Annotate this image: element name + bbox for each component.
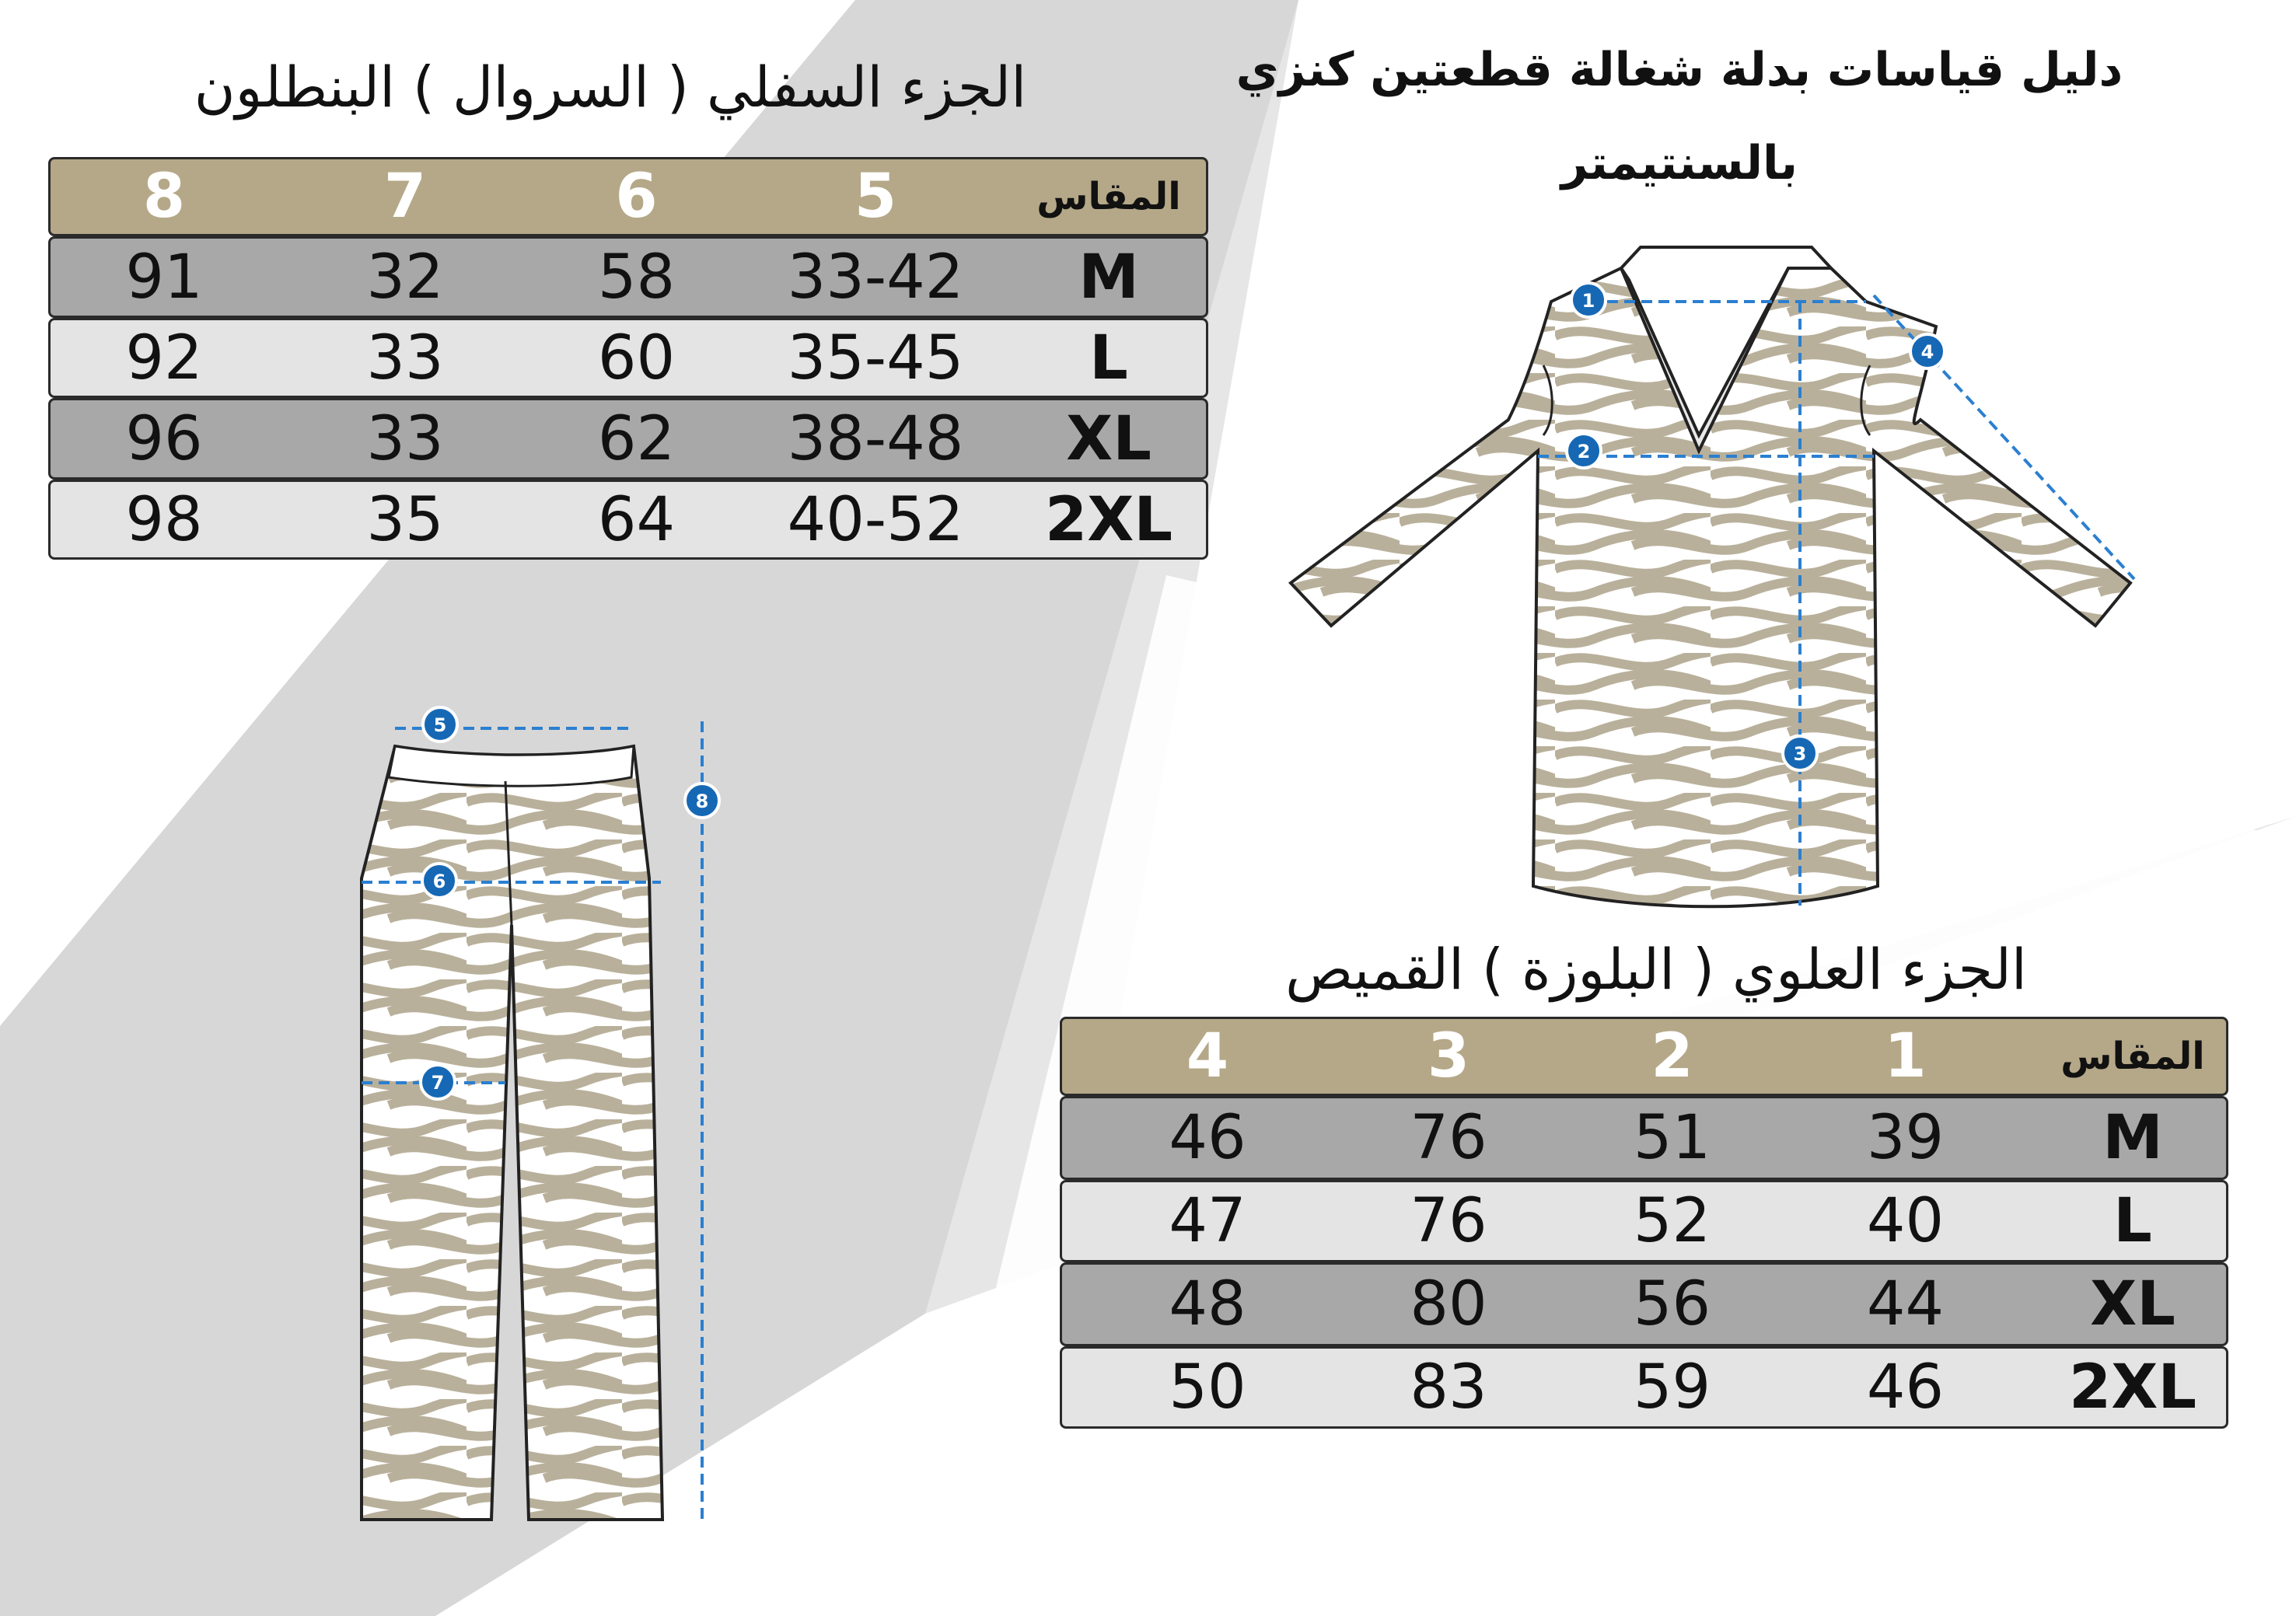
- value-cell: 33: [366, 403, 444, 474]
- column-header: 3: [1427, 1021, 1470, 1091]
- value-cell: 46: [1866, 1352, 1945, 1422]
- value-cell: 35: [366, 484, 444, 555]
- value-cell: 32: [366, 242, 444, 312]
- marker-6-label: 6: [432, 871, 446, 892]
- size-cell: L: [1089, 323, 1128, 393]
- value-cell: 44: [1866, 1269, 1945, 1339]
- marker-6: [422, 864, 456, 898]
- marker-7-label: 7: [431, 1072, 445, 1094]
- main-title-line2: بالسنتيمتر: [1560, 136, 1798, 190]
- value-cell: 56: [1633, 1269, 1711, 1339]
- column-header: 5: [854, 162, 897, 232]
- value-cell: 40: [1866, 1186, 1945, 1256]
- column-header: 2: [1651, 1021, 1693, 1091]
- column-header: 8: [142, 162, 186, 232]
- value-cell: 39: [1866, 1103, 1945, 1173]
- value-cell: 47: [1169, 1186, 1246, 1256]
- value-cell: 83: [1410, 1352, 1487, 1422]
- value-cell: 33: [366, 323, 444, 393]
- value-cell: 92: [125, 323, 203, 393]
- value-cell: 51: [1633, 1103, 1711, 1173]
- value-cell: 35-45: [787, 323, 964, 393]
- size-cell: 2XL: [2068, 1352, 2197, 1422]
- shirt-drawing: [1291, 247, 2134, 906]
- value-cell: 60: [597, 323, 676, 393]
- size-cell: XL: [2090, 1269, 2175, 1339]
- value-cell: 46: [1169, 1103, 1246, 1173]
- value-cell: 76: [1410, 1103, 1487, 1173]
- value-cell: 58: [597, 242, 676, 312]
- value-cell: 98: [125, 484, 203, 555]
- value-cell: 48: [1169, 1269, 1246, 1339]
- column-header: 4: [1186, 1021, 1229, 1091]
- marker-2-label: 2: [1577, 441, 1591, 462]
- marker-4: [1910, 334, 1945, 368]
- column-header: 1: [1884, 1021, 1927, 1091]
- marker-8-label: 8: [695, 791, 709, 812]
- value-cell: 91: [125, 242, 203, 312]
- size-cell: 2XL: [1044, 484, 1173, 555]
- marker-5-label: 5: [433, 714, 447, 736]
- value-cell: 80: [1410, 1269, 1487, 1339]
- size-cell: M: [2102, 1103, 2163, 1173]
- size-cell: L: [2113, 1186, 2152, 1256]
- size-cell: M: [1078, 242, 1139, 312]
- value-cell: 64: [597, 484, 676, 555]
- value-cell: 52: [1633, 1186, 1711, 1256]
- column-header: 6: [615, 162, 658, 232]
- value-cell: 96: [125, 403, 203, 474]
- marker-1: [1571, 283, 1606, 317]
- marker-3: [1783, 736, 1817, 770]
- value-cell: 38-48: [787, 403, 964, 474]
- main-title-line1: دليل قياسات بدلة شغالة قطعتين كنزي: [1235, 43, 2123, 97]
- value-cell: 62: [597, 403, 676, 474]
- value-cell: 76: [1410, 1186, 1487, 1256]
- marker-2: [1567, 434, 1601, 468]
- marker-5: [423, 707, 457, 742]
- column-header: 7: [383, 162, 427, 232]
- top-section-title: الجزء العلوي ( البلوزة ) القميص: [1285, 937, 2027, 1002]
- marker-8: [685, 784, 719, 818]
- marker-4-label: 4: [1920, 341, 1934, 363]
- marker-3-label: 3: [1793, 743, 1807, 765]
- size-cell: XL: [1066, 403, 1151, 474]
- value-cell: 40-52: [787, 484, 964, 555]
- value-cell: 59: [1633, 1352, 1711, 1422]
- marker-7: [421, 1065, 455, 1099]
- marker-1-label: 1: [1581, 290, 1595, 312]
- size-header-label: المقاس: [2060, 1035, 2205, 1078]
- pants-section-title: الجزء السفلي ( السروال ) البنطلون: [194, 54, 1027, 120]
- value-cell: 33-42: [787, 242, 964, 312]
- value-cell: 50: [1169, 1352, 1246, 1422]
- size-header-label: المقاس: [1036, 175, 1181, 218]
- pants-drawing: [362, 721, 702, 1522]
